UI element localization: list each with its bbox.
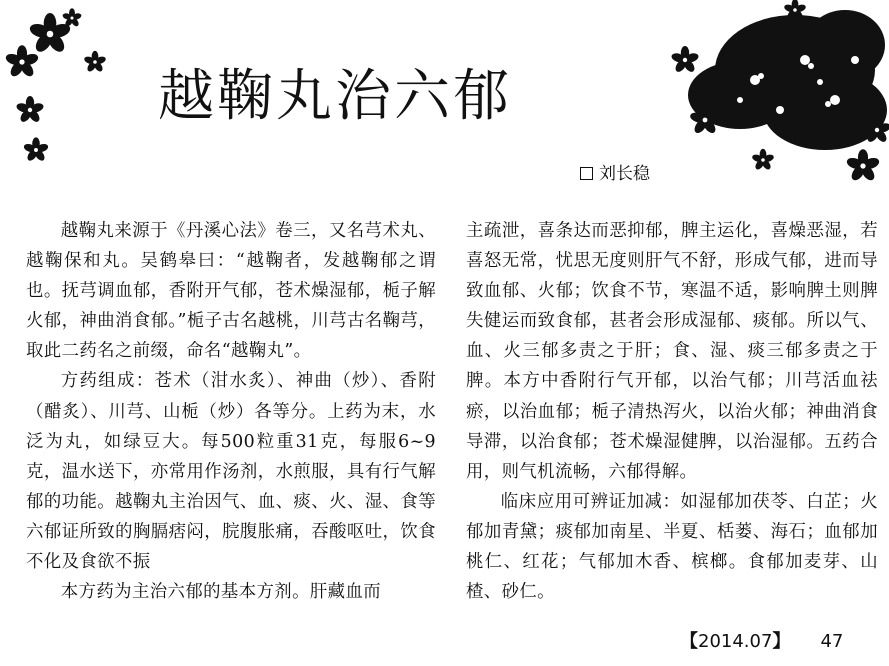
paragraph: 主疏泄，喜条达而恶抑郁，脾主运化，喜燥恶湿，若喜怒无常，忧思无度则肝气不舒，形成气郁，进而导致血郁、火郁；饮食不节，寒温不适，影响脾土则脾失健运而致食郁，甚者会形成湿郁、痰郁。所以气、血、火三郁多责之于肝；食、湿、痰三郁多责之于脾。本方中香附行气开郁，以治气郁；川芎活血祛瘀，以治血郁；栀子清热泻火，以治火郁；神曲消食导滞，以治食郁；苍术燥湿健脾，以治湿郁。五药合用，则气机流畅，六郁得解。 — [466, 221, 878, 482]
author-name: 刘长稳 — [599, 164, 650, 184]
paragraph: 临床应用可辨证加减：如湿郁加茯苓、白芷；火郁加青黛；痰郁加南星、半夏、栝蒌、海石；血郁加桃仁、红花；气郁加木香、槟榔。食郁加麦芽、山楂、砂仁。 — [466, 491, 878, 603]
paragraph: 越鞠丸来源于《丹溪心法》卷三，又名芎术丸、越鞠保和丸。吴鹤皋曰：“越鞠者，发越鞠郁之谓也。抚芎调血郁，香附开气郁，苍术燥湿郁，栀子解火郁，神曲消食郁。”栀子古名越桃，川芎古名鞠芎，取此二药名之前缀，命名“越鞠丸”。 — [26, 221, 436, 362]
issue-bracket-open: 【 — [680, 631, 698, 652]
page-footer — [680, 630, 843, 654]
body-column-left — [26, 216, 436, 607]
body-column-right — [466, 216, 878, 607]
paragraph: 本方药为主治六郁的基本方剂。肝藏血而 — [60, 582, 382, 603]
byline-box-icon — [580, 167, 593, 180]
article-title: 越鞠丸治六郁 — [158, 64, 512, 129]
flower-cluster-right-icon — [645, 0, 889, 195]
issue-bracket-close: 】 — [772, 631, 791, 652]
flower-cluster-left-icon — [0, 0, 150, 175]
author-byline — [580, 163, 650, 185]
paragraph: 方药组成：苍术（泔水炙）、神曲（炒）、香附（醋炙）、川芎、山栀（炒）各等分。上药为末，水泛为丸，如绿豆大。每500粒重31克，每服6~9克，温水送下，亦常用作汤剂，水煎服，具有行气解郁的功能。越鞠丸主治因气、血、痰、火、湿、食等六郁证所致的胸膈痞闷，脘腹胀痛，吞酸呕吐，饮食不化及食欲不振 — [26, 371, 436, 573]
page-number: 47 — [820, 631, 844, 652]
issue-number: 2014.07 — [698, 631, 773, 652]
